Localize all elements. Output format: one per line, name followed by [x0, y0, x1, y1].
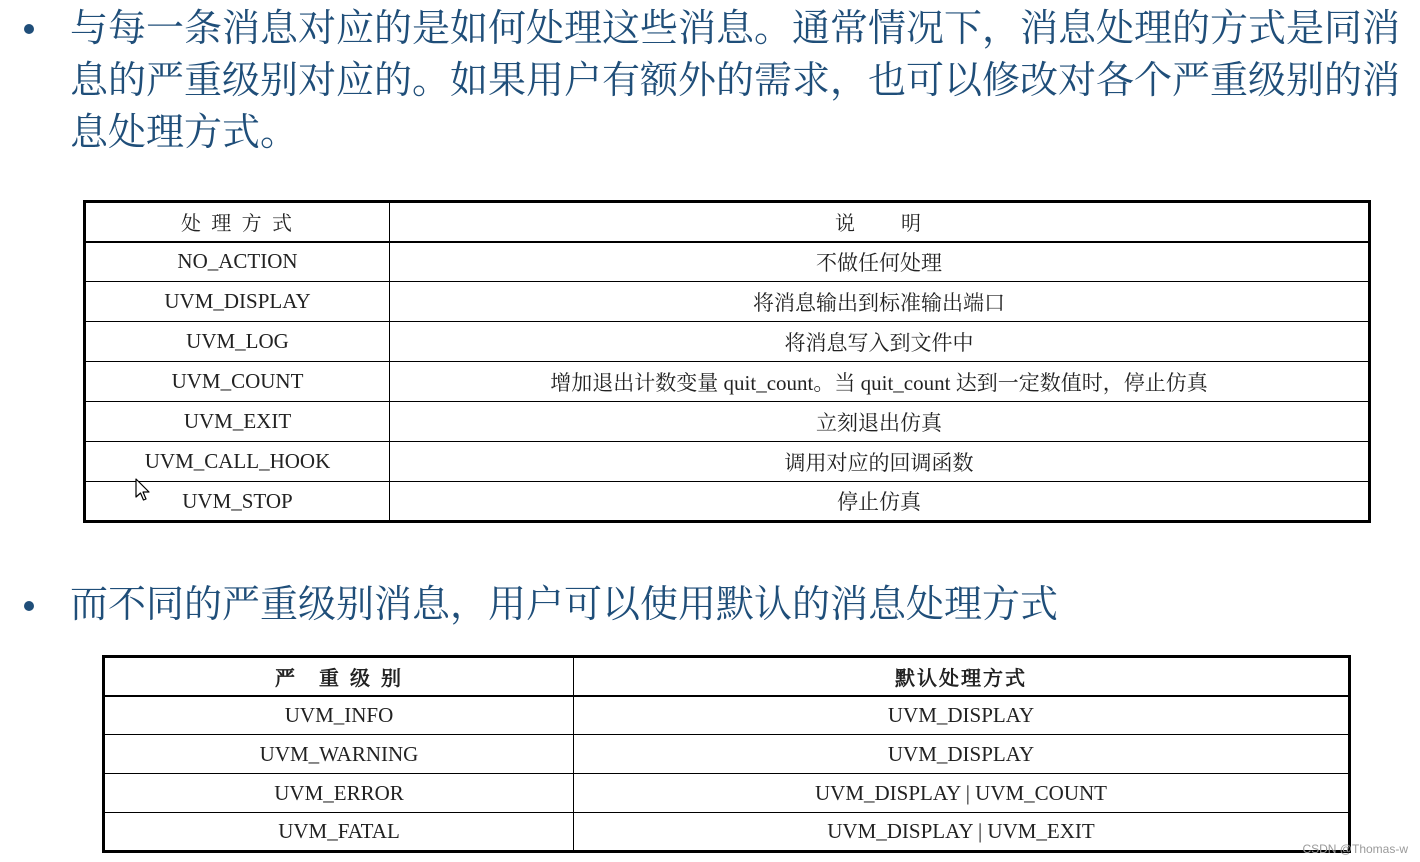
action-name-cell: NO_ACTION: [85, 242, 390, 282]
action-name-cell: UVM_DISPLAY: [85, 282, 390, 322]
action-name-cell: UVM_COUNT: [85, 362, 390, 402]
action-name-cell: UVM_STOP: [85, 482, 390, 522]
header-default-action: 默认处理方式: [574, 657, 1350, 696]
default-handling-table: [102, 655, 1351, 853]
watermark: CSDN @Thomas-w: [1302, 842, 1408, 856]
default-action-cell: UVM_DISPLAY: [574, 696, 1350, 735]
header-handling-method: 处 理 方 式: [85, 202, 390, 242]
action-name-cell: UVM_EXIT: [85, 402, 390, 442]
table-row: [85, 482, 1370, 522]
bullet-dot-icon: [24, 24, 34, 34]
table-row: [85, 362, 1370, 402]
action-description-cell: 调用对应的回调函数: [390, 442, 1370, 482]
action-description-cell: 增加退出计数变量 quit_count。当 quit_count 达到一定数值时，停止仿真: [390, 362, 1370, 402]
action-name-cell: UVM_LOG: [85, 322, 390, 362]
table-header-row: [85, 202, 1370, 242]
handling-methods-table: [83, 200, 1371, 523]
severity-cell: UVM_FATAL: [104, 813, 574, 852]
table-row: [85, 402, 1370, 442]
action-description-cell: 将消息写入到文件中: [390, 322, 1370, 362]
table-row: [85, 442, 1370, 482]
table-header-row: [104, 657, 1350, 696]
table-row: [85, 282, 1370, 322]
bullet-text-1: 与每一条消息对应的是如何处理这些消息。通常情况下，消息处理的方式是同消息的严重级别对应的。如果用户有额外的需求，也可以修改对各个严重级别的消息处理方式。: [70, 6, 1401, 154]
default-action-cell: UVM_DISPLAY | UVM_EXIT: [574, 813, 1350, 852]
table-row: [104, 735, 1350, 774]
default-action-cell: UVM_DISPLAY: [574, 735, 1350, 774]
action-name-cell: UVM_CALL_HOOK: [85, 442, 390, 482]
action-description-cell: 将消息输出到标准输出端口: [390, 282, 1370, 322]
action-description-cell: 不做任何处理: [390, 242, 1370, 282]
bullet-text-2: 而不同的严重级别消息，用户可以使用默认的消息处理方式: [70, 582, 1059, 626]
table-row: [85, 322, 1370, 362]
table-row: [85, 242, 1370, 282]
action-description-cell: 停止仿真: [390, 482, 1370, 522]
table-row: [104, 696, 1350, 735]
header-severity: 严 重 级 别: [104, 657, 574, 696]
bullet-dot-icon: [24, 601, 34, 611]
table-row: [104, 813, 1350, 852]
severity-cell: UVM_WARNING: [104, 735, 574, 774]
severity-cell: UVM_INFO: [104, 696, 574, 735]
mouse-pointer-icon: [135, 478, 153, 502]
default-action-cell: UVM_DISPLAY | UVM_COUNT: [574, 774, 1350, 813]
severity-cell: UVM_ERROR: [104, 774, 574, 813]
table-row: [104, 774, 1350, 813]
action-description-cell: 立刻退出仿真: [390, 402, 1370, 442]
header-description: 说 明: [390, 202, 1370, 242]
